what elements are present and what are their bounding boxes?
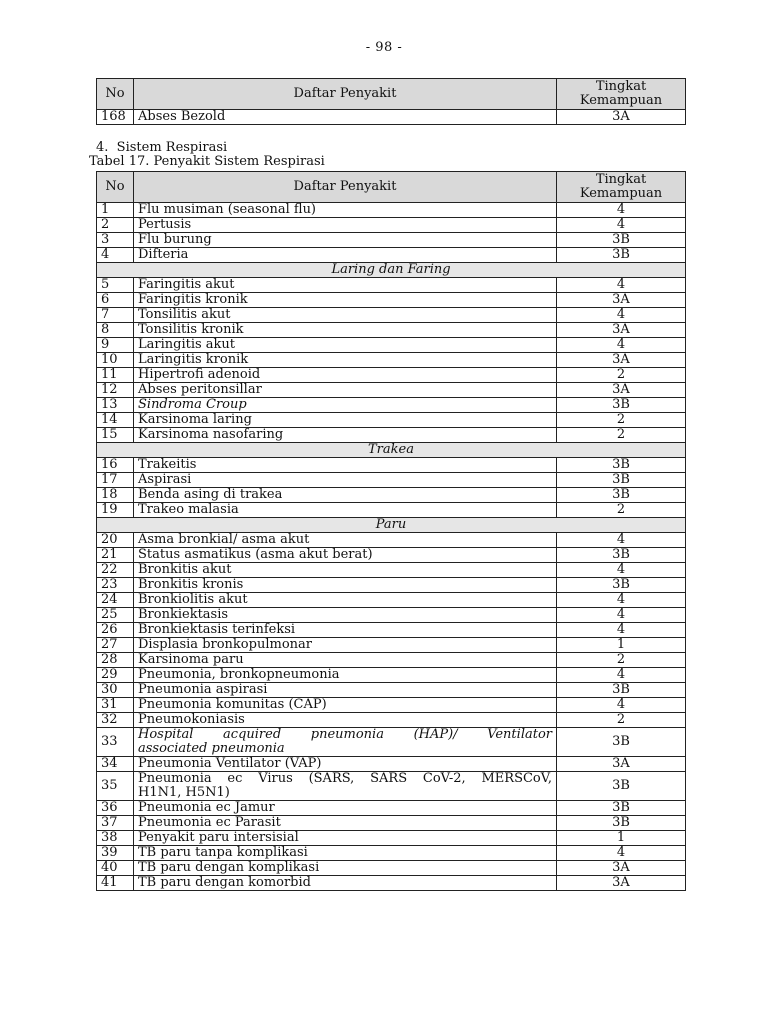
table-row xyxy=(97,831,686,846)
row-no: 27 xyxy=(97,638,134,653)
table-row xyxy=(97,861,686,876)
row-disease: Aspirasi xyxy=(134,473,557,488)
row-no: 20 xyxy=(97,533,134,548)
header-no: No xyxy=(97,172,134,203)
row-disease: Pneumonia ec Jamur xyxy=(134,801,557,816)
row-no: 28 xyxy=(97,653,134,668)
row-disease: Benda asing di trakea xyxy=(134,488,557,503)
row-disease: Tonsilitis akut xyxy=(134,308,557,323)
row-level: 4 xyxy=(557,698,686,713)
row-level: 2 xyxy=(557,413,686,428)
table-row xyxy=(97,413,686,428)
table-row xyxy=(97,503,686,518)
continued-disease-table xyxy=(96,78,686,125)
header-disease: Daftar Penyakit xyxy=(134,79,557,110)
table-row xyxy=(97,458,686,473)
row-disease: Pneumonia, bronkopneumonia xyxy=(134,668,557,683)
table-row xyxy=(97,698,686,713)
table-row xyxy=(97,533,686,548)
row-disease: Asma bronkial/ asma akut xyxy=(134,533,557,548)
row-level: 1 xyxy=(557,831,686,846)
table-row xyxy=(97,593,686,608)
row-disease: Laringitis kronik xyxy=(134,353,557,368)
table-row xyxy=(97,876,686,891)
row-no: 4 xyxy=(97,248,134,263)
table-row xyxy=(97,278,686,293)
row-level: 3B xyxy=(557,548,686,563)
row-level: 4 xyxy=(557,846,686,861)
row-level: 3B xyxy=(557,248,686,263)
table-row xyxy=(97,353,686,368)
section-heading: 4. Sistem Respirasi xyxy=(96,140,228,155)
row-no: 29 xyxy=(97,668,134,683)
row-no: 24 xyxy=(97,593,134,608)
row-level: 4 xyxy=(557,533,686,548)
row-level: 2 xyxy=(557,653,686,668)
row-level: 3B xyxy=(557,801,686,816)
section-row xyxy=(97,263,686,278)
table-row xyxy=(97,338,686,353)
table-row xyxy=(97,368,686,383)
header-disease: Daftar Penyakit xyxy=(134,172,557,203)
header-level: Tingkat Kemampuan xyxy=(557,172,686,203)
row-no: 26 xyxy=(97,623,134,638)
row-level: 3A xyxy=(557,876,686,891)
row-no: 41 xyxy=(97,876,134,891)
row-disease: Pneumonia komunitas (CAP) xyxy=(134,698,557,713)
row-level: 4 xyxy=(557,608,686,623)
table-row xyxy=(97,383,686,398)
row-level: 3A xyxy=(557,110,686,125)
row-disease: Displasia bronkopulmonar xyxy=(134,638,557,653)
row-level: 3A xyxy=(557,861,686,876)
table-row xyxy=(97,308,686,323)
row-disease: Abses peritonsillar xyxy=(134,383,557,398)
row-level: 3A xyxy=(557,293,686,308)
row-no: 38 xyxy=(97,831,134,846)
row-no: 11 xyxy=(97,368,134,383)
row-no: 21 xyxy=(97,548,134,563)
table-row xyxy=(97,578,686,593)
row-disease: Abses Bezold xyxy=(134,110,557,125)
row-level: 3B xyxy=(557,816,686,831)
table-row xyxy=(97,293,686,308)
section-row xyxy=(97,518,686,533)
row-disease: Flu burung xyxy=(134,233,557,248)
table-row xyxy=(97,110,686,125)
row-disease: TB paru dengan komplikasi xyxy=(134,861,557,876)
row-level: 3A xyxy=(557,323,686,338)
row-disease: Bronkiolitis akut xyxy=(134,593,557,608)
section-row xyxy=(97,443,686,458)
row-level: 3A xyxy=(557,353,686,368)
row-no: 23 xyxy=(97,578,134,593)
row-no: 5 xyxy=(97,278,134,293)
row-no: 12 xyxy=(97,383,134,398)
row-level: 3B xyxy=(557,473,686,488)
row-disease: Pneumonia aspirasi xyxy=(134,683,557,698)
row-disease: Pneumonia Ventilator (VAP) xyxy=(134,757,557,772)
table-row xyxy=(97,816,686,831)
row-no: 1 xyxy=(97,203,134,218)
table-row xyxy=(97,683,686,698)
row-disease: Difteria xyxy=(134,248,557,263)
row-level: 2 xyxy=(557,428,686,443)
row-level: 3B xyxy=(557,233,686,248)
row-no: 25 xyxy=(97,608,134,623)
row-no: 14 xyxy=(97,413,134,428)
row-no: 37 xyxy=(97,816,134,831)
row-no: 10 xyxy=(97,353,134,368)
table-row xyxy=(97,563,686,578)
row-level: 3B xyxy=(557,458,686,473)
table-row xyxy=(97,323,686,338)
row-level: 4 xyxy=(557,668,686,683)
row-disease: Pneumokoniasis xyxy=(134,713,557,728)
row-level: 3B xyxy=(557,578,686,593)
row-level: 3A xyxy=(557,757,686,772)
row-level: 4 xyxy=(557,593,686,608)
row-level: 2 xyxy=(557,713,686,728)
row-level: 3B xyxy=(557,488,686,503)
row-disease: Laringitis akut xyxy=(134,338,557,353)
row-disease: Flu musiman (seasonal flu) xyxy=(134,203,557,218)
row-level: 4 xyxy=(557,338,686,353)
row-disease: Penyakit paru intersisial xyxy=(134,831,557,846)
row-no: 31 xyxy=(97,698,134,713)
row-disease: Karsinoma laring xyxy=(134,413,557,428)
row-level: 3B xyxy=(557,728,686,757)
row-level: 3B xyxy=(557,683,686,698)
row-no: 7 xyxy=(97,308,134,323)
row-level: 4 xyxy=(557,563,686,578)
table-row xyxy=(97,638,686,653)
row-level: 3A xyxy=(557,383,686,398)
row-no: 2 xyxy=(97,218,134,233)
row-level: 2 xyxy=(557,503,686,518)
row-no: 8 xyxy=(97,323,134,338)
table-row xyxy=(97,608,686,623)
row-level: 4 xyxy=(557,308,686,323)
row-no: 9 xyxy=(97,338,134,353)
row-disease: Faringitis kronik xyxy=(134,293,557,308)
row-disease-line: Pneumonia ec Virus (SARS, SARS CoV-2, MERSCoV, xyxy=(138,771,552,786)
row-disease: Bronkitis akut xyxy=(134,563,557,578)
table-row xyxy=(97,398,686,413)
row-no: 32 xyxy=(97,713,134,728)
row-no: 6 xyxy=(97,293,134,308)
row-no: 18 xyxy=(97,488,134,503)
row-no: 33 xyxy=(97,728,134,757)
row-no: 40 xyxy=(97,861,134,876)
row-disease-line: H1N1, H5N1) xyxy=(138,785,230,800)
section-label: Paru xyxy=(97,518,686,533)
row-no: 3 xyxy=(97,233,134,248)
row-disease: Pneumonia ec Parasit xyxy=(134,816,557,831)
row-disease-line: Hospital acquired pneumonia (HAP)/ Ventilator xyxy=(138,727,552,742)
table-row xyxy=(97,668,686,683)
table-row xyxy=(97,713,686,728)
row-disease: Bronkiektasis terinfeksi xyxy=(134,623,557,638)
row-disease: Bronkitis kronis xyxy=(134,578,557,593)
row-disease: Karsinoma nasofaring xyxy=(134,428,557,443)
table-caption: Tabel 17. Penyakit Sistem Respirasi xyxy=(89,154,325,169)
row-no: 16 xyxy=(97,458,134,473)
row-disease: Tonsilitis kronik xyxy=(134,323,557,338)
row-level: 3B xyxy=(557,772,686,801)
row-disease: Status asmatikus (asma akut berat) xyxy=(134,548,557,563)
table-row xyxy=(97,218,686,233)
row-disease: TB paru dengan komorbid xyxy=(134,876,557,891)
row-no: 30 xyxy=(97,683,134,698)
table-row xyxy=(97,248,686,263)
page-number: - 98 - xyxy=(365,40,403,55)
table-row xyxy=(97,488,686,503)
row-disease: Trakeitis xyxy=(134,458,557,473)
row-no: 13 xyxy=(97,398,134,413)
row-disease xyxy=(134,772,557,801)
row-level: 4 xyxy=(557,623,686,638)
row-disease: Hipertrofi adenoid xyxy=(134,368,557,383)
header-no: No xyxy=(97,79,134,110)
table-row xyxy=(97,772,686,801)
row-level: 4 xyxy=(557,278,686,293)
row-disease: TB paru tanpa komplikasi xyxy=(134,846,557,861)
table-row xyxy=(97,653,686,668)
row-no: 35 xyxy=(97,772,134,801)
row-no: 19 xyxy=(97,503,134,518)
row-no: 36 xyxy=(97,801,134,816)
respiratory-disease-table xyxy=(96,171,686,891)
table-row xyxy=(97,846,686,861)
row-no: 15 xyxy=(97,428,134,443)
row-no: 168 xyxy=(97,110,134,125)
table-header-row xyxy=(97,172,686,203)
row-level: 1 xyxy=(557,638,686,653)
row-disease: Bronkiektasis xyxy=(134,608,557,623)
table-row xyxy=(97,548,686,563)
row-disease: Faringitis akut xyxy=(134,278,557,293)
row-level: 2 xyxy=(557,368,686,383)
row-disease: Trakeo malasia xyxy=(134,503,557,518)
table-header-row xyxy=(97,79,686,110)
row-level: 4 xyxy=(557,218,686,233)
row-level: 3B xyxy=(557,398,686,413)
table-row xyxy=(97,233,686,248)
row-no: 22 xyxy=(97,563,134,578)
header-level: Tingkat Kemampuan xyxy=(557,79,686,110)
section-label: Trakea xyxy=(97,443,686,458)
table-row xyxy=(97,473,686,488)
table-row xyxy=(97,728,686,757)
table-row xyxy=(97,757,686,772)
row-disease-line: associated pneumonia xyxy=(138,741,285,756)
row-no: 39 xyxy=(97,846,134,861)
table-row xyxy=(97,203,686,218)
row-disease: Karsinoma paru xyxy=(134,653,557,668)
row-disease: Pertusis xyxy=(134,218,557,233)
section-label: Laring dan Faring xyxy=(97,263,686,278)
row-disease xyxy=(134,728,557,757)
row-no: 17 xyxy=(97,473,134,488)
table-row xyxy=(97,428,686,443)
row-disease: Sindroma Croup xyxy=(134,398,557,413)
table-row xyxy=(97,623,686,638)
row-level: 4 xyxy=(557,203,686,218)
table-row xyxy=(97,801,686,816)
row-no: 34 xyxy=(97,757,134,772)
